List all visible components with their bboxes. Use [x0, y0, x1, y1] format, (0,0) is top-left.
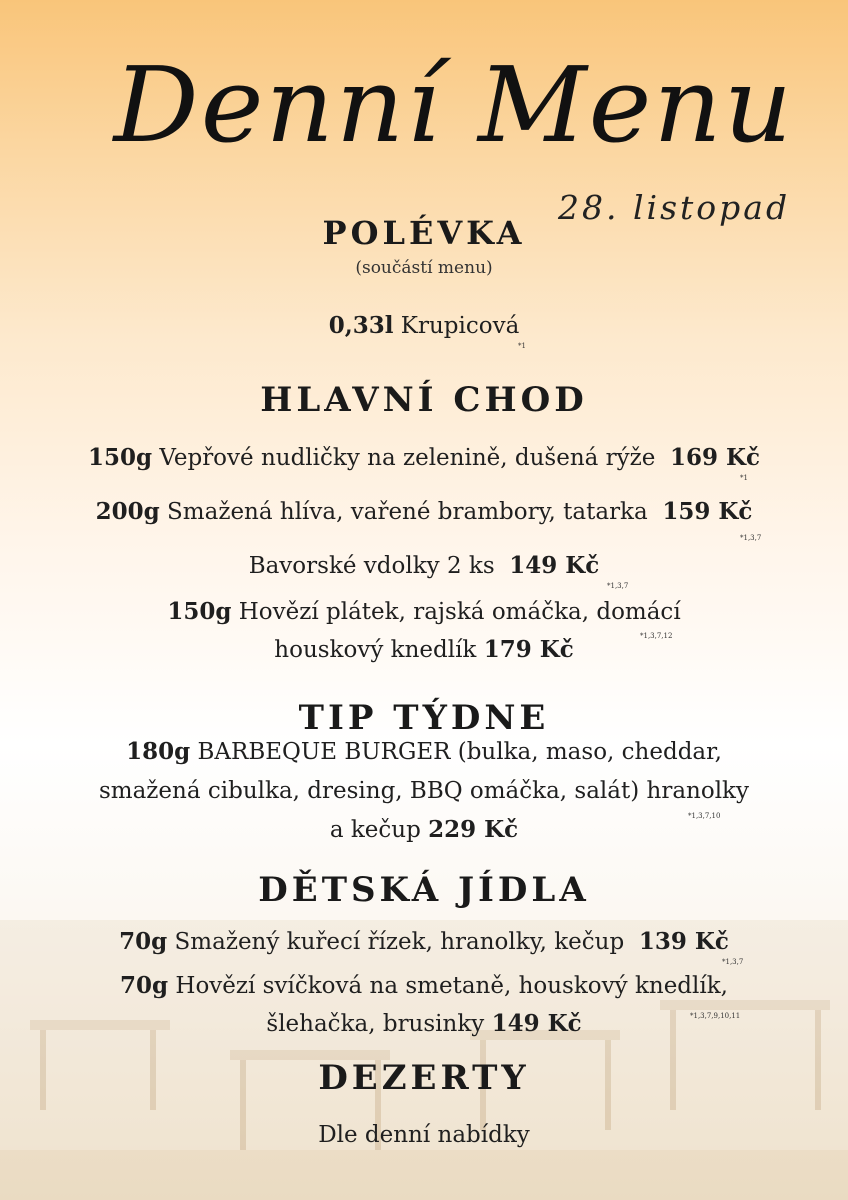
kids-item-2-name-line2: šlehačka, brusinky — [266, 1011, 485, 1037]
kids-item-1 — [0, 928, 848, 955]
desserts-heading: DEZERTY — [318, 1058, 530, 1098]
main-item-2-price: 159 Kč — [662, 498, 753, 525]
soup-item — [0, 312, 848, 339]
main-item-3-price: 149 Kč — [509, 552, 600, 579]
main-item-1 — [0, 444, 848, 471]
desserts-text: Dle denní nabídky — [318, 1122, 530, 1148]
main-item-4-name-line1: Hovězí plátek, rajská omáčka, domácí — [238, 599, 681, 625]
tip-heading: TIP TÝDNE — [298, 698, 550, 738]
kids-item-2-name-line1: Hovězí svíčková na smetaně, houskový knedlík, — [175, 973, 728, 999]
soup-portion: 0,33l — [328, 312, 394, 339]
tip-text-line2: smažená cibulka, dresing, BBQ omáčka, salát) hranolky — [98, 778, 749, 804]
tip-text-line1: BARBEQUE BURGER (bulka, maso, cheddar, — [197, 739, 722, 765]
tip-line1 — [0, 738, 848, 765]
soup-name: Krupicová — [400, 313, 520, 339]
main-item-2-name: Smažená hlíva, vařené brambory, tatarka — [167, 499, 648, 525]
kids-item-1-allergens: *1,3,7 — [722, 958, 744, 966]
main-item-1-price: 169 Kč — [670, 444, 761, 471]
menu-title: Denní Menu — [113, 44, 795, 166]
main-item-1-portion: 150g — [87, 444, 153, 471]
tip-line2 — [0, 778, 848, 804]
main-item-3-allergens: *1,3,7 — [607, 582, 629, 590]
kids-item-1-price: 139 Kč — [638, 928, 729, 955]
main-item-2-allergens: *1,3,7 — [740, 534, 762, 542]
main-item-1-allergens: *1 — [740, 474, 748, 482]
main-item-3-name: Bavorské vdolky 2 ks — [248, 553, 495, 579]
main-item-4-portion: 150g — [167, 598, 232, 625]
tip-text-line3: a kečup — [329, 817, 421, 843]
main-item-4-name-line2: houskový knedlík — [274, 637, 477, 663]
main-item-2-portion: 200g — [95, 498, 160, 525]
kids-item-1-portion: 70g — [119, 928, 168, 955]
main-heading: HLAVNÍ CHOD — [260, 380, 588, 420]
tip-allergens: *1,3,7,10 — [688, 812, 721, 820]
main-item-1-name: Vepřové nudličky na zelenině, dušená rýže — [159, 445, 656, 471]
kids-heading: DĚTSKÁ JÍDLA — [258, 870, 590, 910]
kids-item-1-name: Smažený kuřecí řízek, hranolky, kečup — [174, 929, 625, 955]
kids-item-2-line1 — [0, 972, 848, 999]
tip-line3 — [0, 816, 848, 843]
kids-item-2-price: 149 Kč — [491, 1010, 582, 1037]
kids-item-2-portion: 70g — [119, 972, 169, 999]
kids-item-2-allergens: *1,3,7,9,10,11 — [690, 1012, 741, 1020]
soup-note: (součástí menu) — [355, 258, 493, 278]
main-item-3 — [0, 552, 848, 579]
main-item-4-line1 — [0, 598, 848, 625]
soup-heading: POLÉVKA — [322, 214, 526, 252]
main-item-4-line2 — [0, 636, 848, 663]
tip-portion: 180g — [126, 738, 191, 765]
soup-allergens: *1 — [518, 342, 526, 350]
main-item-4-price: 179 Kč — [483, 636, 574, 663]
main-item-4-allergens: *1,3,7,12 — [640, 632, 673, 640]
tip-price: 229 Kč — [428, 816, 519, 843]
main-item-2 — [0, 498, 848, 525]
menu-date: 28. listopad — [558, 188, 791, 227]
